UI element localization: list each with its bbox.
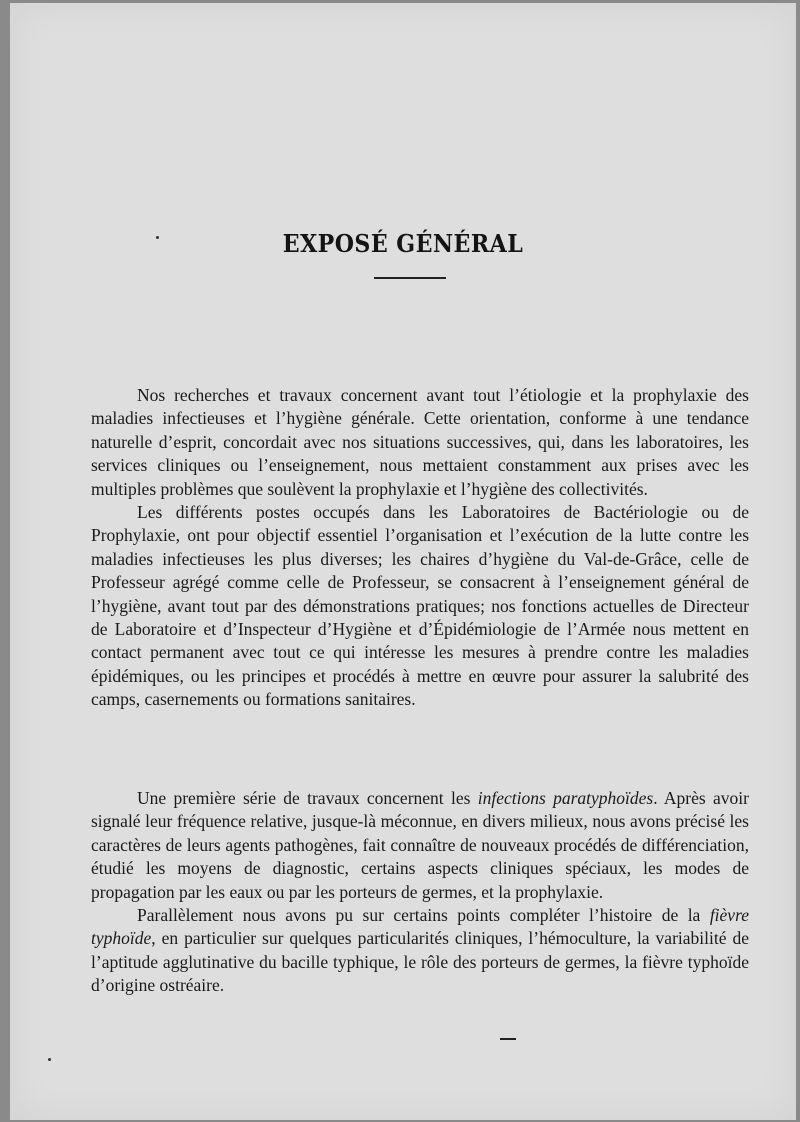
paragraph-typhoid-fever [91,904,749,998]
text-run: Une première série de travaux concernent les [137,788,478,808]
text-run: , en particulier sur quelques particularités cliniques, l’hémoculture, la variabilité de l’aptitude agglutinative du bacille typhique, le rôle des porteurs de germes, la fièvre typhoïde d’origine ostréaire. [91,928,749,996]
page-end-dash [500,1038,516,1040]
paragraph-positions-held: Les différents postes occupés dans les Laboratoires de Bactériologie ou de Prophylaxie, ont pour objectif essentiel l’organisation et l’exécution de la lutte contre les maladies infectieuses les plus diverses; les chaires d’hygiène du Val-de-Grâce, celle de Professeur agrégé comme celle de Professeur, se consacrent à l’enseignement général de l’hygiène, avant tout par des démonstrations pratiques; nos fonctions actuelles de Directeur de Laboratoire et d’Inspecteur d’Hygiène et d’Épidémiologie de l’Armée nous mettent en contact permanent avec tout ce qui intéresse les mesures à prendre contre les maladies épidémiques, ou les principes et procédés à mettre en œuvre pour assurer la salubrité des camps, casernements ou formations sanitaires. [91,502,749,710]
page-title: EXPOSÉ GÉNÉRAL [282,229,524,258]
italic-term: infections paratyphoïdes [477,788,654,808]
document-page [10,3,796,1120]
paragraph-research-orientation: Nos recherches et travaux concernent avant tout l’étiologie et la prophylaxie des maladies infectieuses et l’hygiène générale. Cette orientation, conforme à une tendance naturelle d’esprit, concordait avec nos situations successives, qui, dans les laboratoires, les services cliniques ou l’enseignement, nous mettaient constamment aux prises avec les multiples problèmes que soulèvent la prophylaxie et l’hygiène des collectivités. [91,385,749,499]
paragraph-paratyphoid-infections [91,787,749,904]
margin-speck [48,1058,51,1061]
section-paratyphoid-typhoid [91,787,749,998]
margin-speck [156,236,159,239]
italic-term: fièvre typhoïde [91,905,749,949]
section-etiology-prophylaxis [91,384,749,712]
text-run: . Après avoir signalé leur fréquence relative, jusque-là méconnue, en divers milieux, nous avons précisé les caractères de leurs agents pathogènes, fait connaître de nouveaux procédés de différenciation, étudié les moyens de diagnostic, certains aspects cliniques spéciaux, les modes de propagation par les eaux ou par les porteurs de germes, et la prophylaxie. [91,788,749,902]
text-run: Parallèlement nous avons pu sur certains points compléter l’histoire de la [137,905,710,926]
title-underline [374,277,446,279]
